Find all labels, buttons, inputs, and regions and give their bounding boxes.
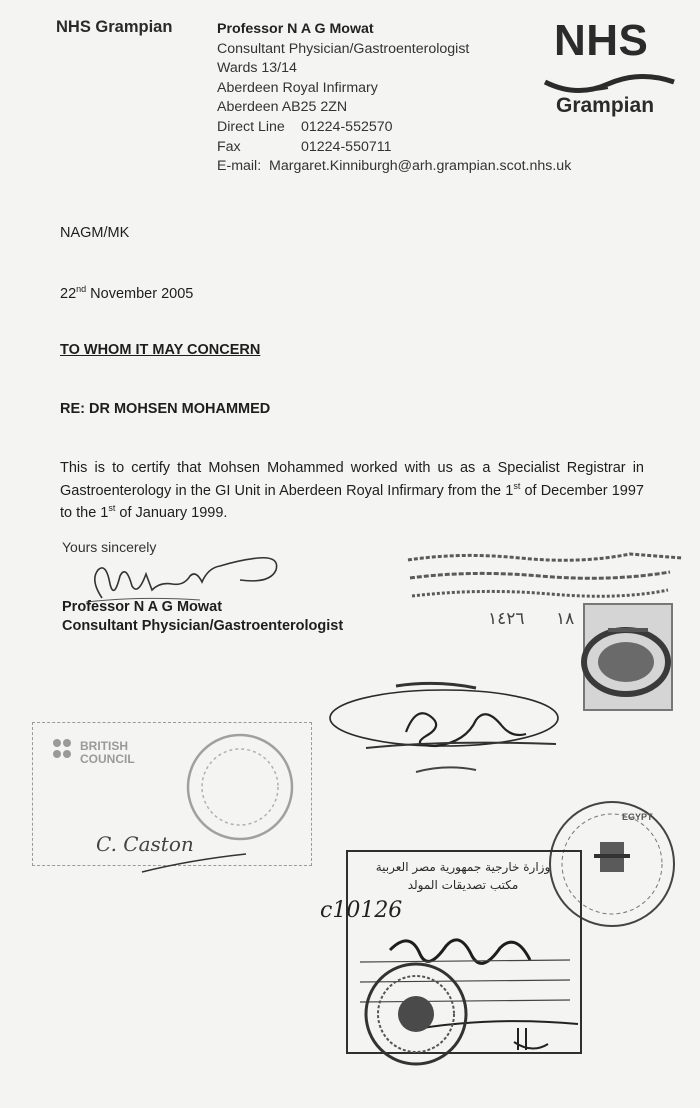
date-stamp-day: ١٨ bbox=[556, 609, 575, 629]
salutation: TO WHOM IT MAY CONCERN bbox=[60, 342, 261, 358]
signatory-name: Professor N A G Mowat bbox=[62, 599, 223, 615]
fax-label: Fax bbox=[217, 138, 241, 155]
nhs-logo-sub: Grampian bbox=[556, 94, 655, 117]
org-name-left: NHS Grampian bbox=[56, 18, 173, 36]
body-part-3: of January 1999. bbox=[115, 504, 228, 521]
british-council-signature: C. Caston bbox=[96, 832, 194, 856]
body-paragraph bbox=[60, 460, 644, 522]
email-row bbox=[217, 157, 571, 177]
fax-row bbox=[217, 138, 571, 158]
fax-value: 01224-550711 bbox=[301, 138, 392, 155]
address-line-3: Aberdeen AB25 2ZN bbox=[217, 99, 348, 116]
signatory-title: Consultant Physician/Gastroenterologist bbox=[62, 618, 344, 634]
egypt-ministry-text bbox=[360, 858, 566, 894]
email-label: E-mail: bbox=[217, 158, 262, 175]
date-suffix: nd bbox=[76, 284, 87, 294]
nhs-logo bbox=[540, 16, 675, 124]
british-council-dots-icon bbox=[52, 738, 76, 762]
address-line-1: Wards 13/14 bbox=[217, 60, 297, 77]
sender-title: Consultant Physician/Gastroenterologist bbox=[217, 40, 470, 57]
direct-line-label: Direct Line bbox=[217, 118, 285, 135]
sender-block bbox=[217, 20, 571, 177]
direct-line-row bbox=[217, 118, 571, 138]
british-council-seal bbox=[180, 732, 300, 842]
signatory-block bbox=[62, 598, 343, 636]
body-part-1: This is to certify that Mohsen Mohammed worked with us as a Specialist Registrar in Gastroenterology in the GI Unit in Aberdeen Royal Infirmary from the 1 bbox=[60, 460, 644, 499]
british-council-name bbox=[80, 740, 135, 766]
sender-name: Professor N A G Mowat bbox=[217, 21, 374, 37]
direct-line-value: 01224-552570 bbox=[301, 118, 393, 135]
date-rest: November 2005 bbox=[86, 285, 194, 302]
british-council-line-2: COUNCIL bbox=[80, 752, 135, 766]
egypt-label: EGYPT bbox=[622, 812, 653, 822]
egypt-ministry-line-2: مكتب تصديقات المولد bbox=[407, 878, 519, 892]
subject-line: RE: DR MOHSEN MOHAMMED bbox=[60, 401, 271, 417]
handwritten-number: c10126 bbox=[320, 898, 403, 923]
ministry-mark bbox=[512, 1024, 552, 1056]
email-value: Margaret.Kinniburgh@arh.grampian.scot.nhs.uk bbox=[269, 158, 572, 175]
closing: Yours sincerely bbox=[62, 539, 157, 555]
date-stamp-number: ١٤٢٦ bbox=[488, 609, 525, 629]
oval-signature-stamp bbox=[326, 676, 566, 786]
date-day: 22 bbox=[60, 285, 77, 302]
address-line-2: Aberdeen Royal Infirmary bbox=[217, 79, 378, 96]
body-sup-1: st bbox=[513, 480, 521, 491]
egypt-ministry-line-1: وزارة خارجية جمهورية مصر العربية bbox=[375, 860, 551, 874]
british-council-line-1: BRITISH bbox=[80, 739, 128, 753]
nhs-logo-word: NHS bbox=[554, 16, 649, 65]
revenue-stamp bbox=[578, 600, 678, 715]
british-council-underline bbox=[140, 850, 250, 880]
body-sup-2: st bbox=[108, 502, 116, 513]
body-part-2: of December 1997 to the 1 bbox=[60, 482, 644, 521]
letter-date bbox=[60, 284, 193, 302]
egypt-ministry-seal bbox=[336, 960, 506, 1070]
reference: NAGM/MK bbox=[60, 225, 130, 241]
